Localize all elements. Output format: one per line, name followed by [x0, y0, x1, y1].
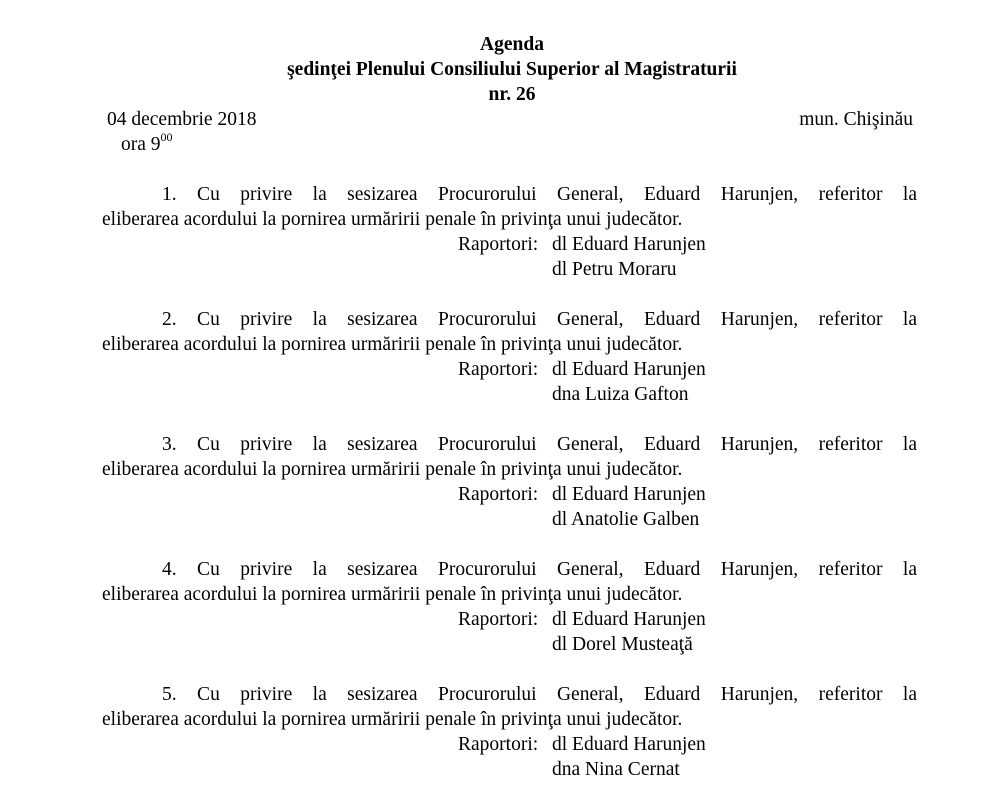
session-number: nr. 26: [488, 84, 536, 105]
rapporteur-name: dl Eduard Harunjen: [552, 484, 706, 505]
rapporteur-name: dl Eduard Harunjen: [552, 359, 706, 380]
agenda-item-text-continued: eliberarea acordului la pornirea urmăririi penale în privinţa unui judecător.: [102, 334, 683, 355]
rapporteurs-label: Raportori:: [458, 234, 539, 255]
rapporteur-name: dna Luiza Gafton: [552, 384, 689, 405]
rapporteur-name: dl Anatolie Galben: [552, 509, 700, 530]
rapporteur-name: dl Eduard Harunjen: [552, 234, 706, 255]
agenda-item-text-continued: eliberarea acordului la pornirea urmăririi penale în privinţa unui judecător.: [102, 209, 683, 230]
rapporteur-name: dl Petru Moraru: [552, 259, 677, 280]
session-time-minutes: 00: [160, 129, 173, 144]
agenda-item-text-continued: eliberarea acordului la pornirea urmăririi penale în privinţa unui judecător.: [102, 709, 683, 730]
document-title: Agenda: [480, 34, 544, 55]
rapporteurs-label: Raportori:: [458, 359, 539, 380]
document-subtitle: şedinţei Plenului Consiliului Superior al Magistraturii: [287, 59, 737, 80]
agenda-item-text-continued: eliberarea acordului la pornirea urmăririi penale în privinţa unui judecător.: [102, 459, 683, 480]
session-location: mun. Chişinău: [799, 109, 913, 130]
session-time-label: ora 9: [121, 134, 161, 155]
agenda-item-text: 2. Cu privire la sesizarea Procurorului General, Eduard Harunjen, referitor la: [162, 309, 917, 330]
agenda-item-text: 1. Cu privire la sesizarea Procurorului General, Eduard Harunjen, referitor la: [162, 184, 917, 205]
rapporteurs-label: Raportori:: [458, 734, 539, 755]
session-date: 04 decembrie 2018: [107, 109, 257, 130]
rapporteur-name: dna Nina Cernat: [552, 759, 680, 780]
session-time: [121, 129, 173, 157]
agenda-item-text-continued: eliberarea acordului la pornirea urmăririi penale în privinţa unui judecător.: [102, 584, 683, 605]
rapporteur-name: dl Eduard Harunjen: [552, 609, 706, 630]
rapporteurs-label: Raportori:: [458, 609, 539, 630]
rapporteurs-label: Raportori:: [458, 484, 539, 505]
agenda-item-text: 5. Cu privire la sesizarea Procurorului General, Eduard Harunjen, referitor la: [162, 684, 917, 705]
rapporteur-name: dl Dorel Musteaţă: [552, 634, 693, 655]
agenda-item-text: 3. Cu privire la sesizarea Procurorului General, Eduard Harunjen, referitor la: [162, 434, 917, 455]
rapporteur-name: dl Eduard Harunjen: [552, 734, 706, 755]
agenda-item-text: 4. Cu privire la sesizarea Procurorului General, Eduard Harunjen, referitor la: [162, 559, 917, 580]
